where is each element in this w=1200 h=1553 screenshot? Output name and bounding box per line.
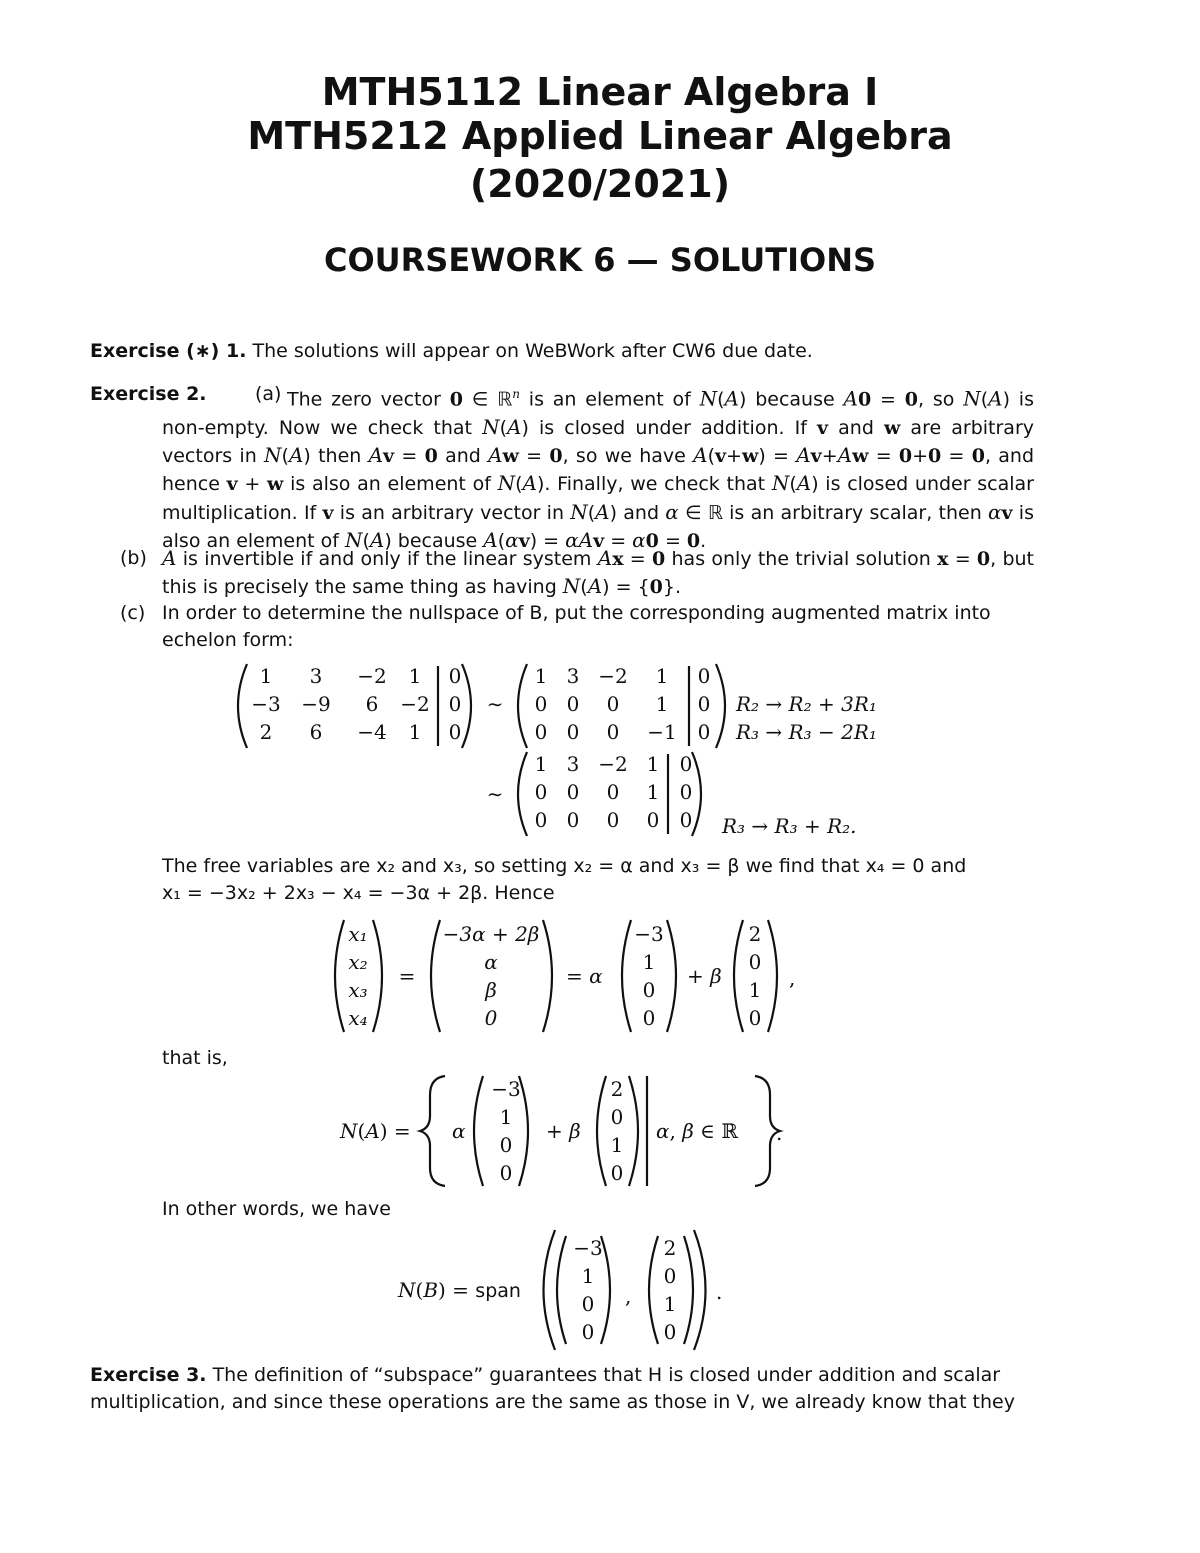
x-vector-entry: x₄ <box>348 1006 368 1030</box>
row-op-3: R₃ → R₃ + R₂. <box>722 814 857 838</box>
exercise-3-line-1 <box>90 1362 1000 1389</box>
set-vector-2-entry: 2 <box>610 1077 624 1101</box>
m1-cell: −9 <box>301 692 331 716</box>
part-c-marker: (c) <box>120 602 146 624</box>
span-vector-2-entry: 1 <box>663 1292 677 1316</box>
m2-cell: 0 <box>697 720 711 744</box>
span-vector-1-entry: 0 <box>581 1292 595 1316</box>
part-a-text: The zero vector 0 ∈ ℝ$^n$ is an element of N(A) because A0 = 0, so N(A) is non-empty. Now we check that N(A) is closed under addition. If v and w are arbitrary vectors in N(A) then Av = 0 and Aw = 0, so we have A(v+w) = Av+Aw = 0+0 = 0, and hence v + w is also an element of N(A). Finally, we check that N(A) is closed under scalar multiplication. If v is an arbitrary vector in N(A) and α ∈ ℝ is an arbitrary scalar, then αv is also an element of N(A) because A(αv) = αAv = α0 = 0. <box>162 386 1035 552</box>
m2-cell: 3 <box>566 664 580 688</box>
set-vector-1-entry: −3 <box>491 1077 521 1101</box>
m3-cell: 0 <box>534 780 548 804</box>
m2-cell: 0 <box>566 692 580 716</box>
part-a-marker: (a) <box>255 383 282 405</box>
basis-vector-1-entry: −3 <box>634 922 664 946</box>
m1-cell: 1 <box>259 664 273 688</box>
basis-vector-2-entry: 0 <box>748 1006 762 1030</box>
m1-cell: −3 <box>251 692 281 716</box>
plus-beta-1: + β <box>687 964 722 988</box>
plus-beta-2: + β <box>546 1119 581 1143</box>
m2-cell: −1 <box>647 720 677 744</box>
row-op-2: R₃ → R₃ − 2R₁ <box>736 720 877 744</box>
m2-cell: 1 <box>655 692 669 716</box>
set-vector-1-entry: 0 <box>499 1161 513 1185</box>
comma-2: , <box>625 1284 632 1308</box>
m1-cell: 3 <box>309 664 323 688</box>
null-space-b-label: N(B) = span <box>398 1278 521 1302</box>
m3-cell: 0 <box>646 808 660 832</box>
param-vector-entry: α <box>484 950 498 974</box>
m3-cell: 3 <box>566 752 580 776</box>
basis-vector-1-entry: 0 <box>642 978 656 1002</box>
tilde-2: ∼ <box>486 782 504 806</box>
m1-cell: 1 <box>408 664 422 688</box>
equals-alpha: = α <box>566 964 603 988</box>
m1-cell: 1 <box>408 720 422 744</box>
set-vector-2-entry: 0 <box>610 1105 624 1129</box>
span-word: span <box>475 1280 521 1302</box>
basis-vector-2-entry: 0 <box>748 950 762 974</box>
set-vector-2-entry: 0 <box>610 1161 624 1185</box>
param-vector-entry: 0 <box>484 1006 498 1030</box>
m3-cell: 0 <box>679 808 693 832</box>
in-other-words-text: In other words, we have <box>162 1198 391 1220</box>
alpha-coeff: α <box>452 1119 466 1143</box>
course-year: (2020/2021) <box>469 162 731 206</box>
m2-cell: 0 <box>566 720 580 744</box>
m2-cell: 0 <box>697 692 711 716</box>
m3-cell: 1 <box>646 780 660 804</box>
m3-cell: 0 <box>679 752 693 776</box>
x-vector-entry: x₃ <box>348 978 368 1002</box>
basis-vector-2-entry: 2 <box>748 922 762 946</box>
exercise-3-line-2: multiplication, and since these operations are the same as those in V, we already know that they <box>90 1391 1015 1413</box>
null-space-a-label: N(A) = <box>340 1119 411 1143</box>
m1-cell: 2 <box>259 720 273 744</box>
part-c-line-1: In order to determine the nullspace of B, put the corresponding augmented matrix into <box>162 602 991 624</box>
m1-cell: −4 <box>357 720 387 744</box>
that-is-text: that is, <box>162 1047 228 1069</box>
exercise-1-text: The solutions will appear on WeBWork after CW6 due date. <box>252 340 813 362</box>
m2-cell: 1 <box>655 664 669 688</box>
course-title-2: MTH5212 Applied Linear Algebra <box>247 114 953 158</box>
m2-cell: 0 <box>534 720 548 744</box>
m3-cell: 0 <box>566 808 580 832</box>
exercise-1-label: Exercise (∗) 1. <box>90 340 247 362</box>
x-vector-entry: x₂ <box>348 950 368 974</box>
part-c-line-2: echelon form: <box>162 629 294 651</box>
set-vector-1-entry: 1 <box>499 1105 513 1129</box>
part-b-marker: (b) <box>120 547 147 569</box>
equals-1: = <box>398 964 416 988</box>
m3-cell: −2 <box>598 752 628 776</box>
set-vector-1-entry: 0 <box>499 1133 513 1157</box>
tilde-1: ∼ <box>486 692 504 716</box>
m2-cell: 0 <box>606 692 620 716</box>
span-vector-1-entry: 1 <box>581 1264 595 1288</box>
m3-cell: 1 <box>534 752 548 776</box>
m3-cell: 0 <box>534 808 548 832</box>
m3-cell: 1 <box>646 752 660 776</box>
m2-cell: 0 <box>534 692 548 716</box>
m2-cell: 0 <box>697 664 711 688</box>
basis-vector-1-entry: 0 <box>642 1006 656 1030</box>
m2-cell: 1 <box>534 664 548 688</box>
m2-cell: 0 <box>606 720 620 744</box>
m3-cell: 0 <box>679 780 693 804</box>
m2-cell: −2 <box>598 664 628 688</box>
period-2: . <box>716 1280 723 1304</box>
m3-cell: 0 <box>606 808 620 832</box>
set-condition: α, β ∈ ℝ <box>656 1119 738 1143</box>
part-b-text: A is invertible if and only if the linear system Ax = 0 has only the trivial solution x = 0, but this is precisely the same thing as having N(A) = {0}. <box>162 546 1035 599</box>
basis-vector-1-entry: 1 <box>642 950 656 974</box>
x-vector-entry: x₁ <box>348 922 368 946</box>
exercise-3-text-1: The definition of “subspace” guarantees that H is closed under addition and scalar <box>212 1364 1001 1386</box>
span-vector-1-entry: −3 <box>573 1236 603 1260</box>
comma-1: , <box>789 966 796 990</box>
span-vector-2-entry: 0 <box>663 1264 677 1288</box>
free-variables-line-2: x₁ = −3x₂ + 2x₃ − x₄ = −3α + 2β. Hence <box>162 882 555 904</box>
param-vector-entry: −3α + 2β <box>442 922 540 946</box>
exercise-2-label: Exercise 2. <box>90 383 207 405</box>
span-vector-2-entry: 0 <box>663 1320 677 1344</box>
period-1: . <box>776 1121 783 1145</box>
span-vector-1-entry: 0 <box>581 1320 595 1344</box>
free-variables-line-1: The free variables are x₂ and x₃, so setting x₂ = α and x₃ = β we find that x₄ = 0 and <box>162 855 967 877</box>
m1-cell: 0 <box>448 664 462 688</box>
m1-cell: 0 <box>448 692 462 716</box>
m3-cell: 0 <box>566 780 580 804</box>
set-vector-2-entry: 1 <box>610 1133 624 1157</box>
coursework-subtitle: COURSEWORK 6 — SOLUTIONS <box>323 241 877 279</box>
param-vector-entry: β <box>485 978 497 1002</box>
m3-cell: 0 <box>606 780 620 804</box>
basis-vector-2-entry: 1 <box>748 978 762 1002</box>
m1-cell: 0 <box>448 720 462 744</box>
span-vector-2-entry: 2 <box>663 1236 677 1260</box>
row-op-1: R₂ → R₂ + 3R₁ <box>736 692 877 716</box>
m1-cell: −2 <box>357 664 387 688</box>
m1-cell: −2 <box>400 692 430 716</box>
exercise-3-label: Exercise 3. <box>90 1364 207 1386</box>
m1-cell: 6 <box>365 692 379 716</box>
course-title-1: MTH5112 Linear Algebra I <box>321 70 879 114</box>
m1-cell: 6 <box>309 720 323 744</box>
